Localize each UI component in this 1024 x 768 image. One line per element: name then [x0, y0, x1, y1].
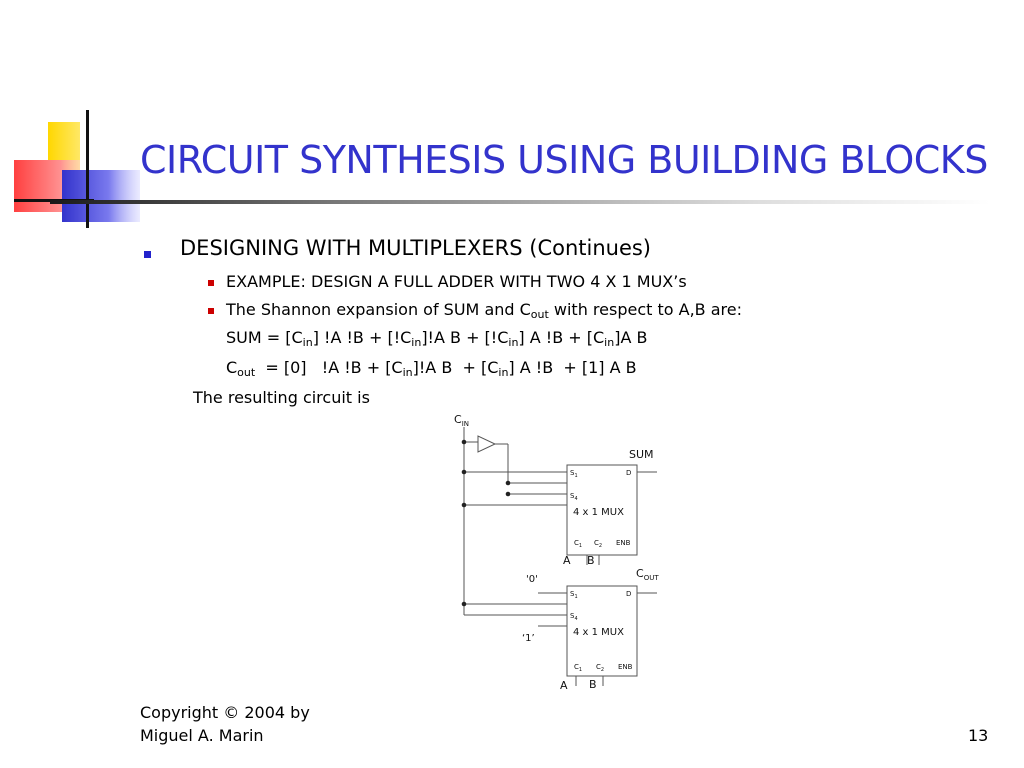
- mux-bottom-b-label: B: [589, 678, 597, 691]
- bullet-designing-with-multiplexers: DESIGNING WITH MULTIPLEXERS (Continues): [180, 236, 652, 260]
- bullet-shannon-expansion: The Shannon expansion of SUM and $C_{out}$ with respect to A,B are:: [226, 300, 742, 321]
- mux-top-pin-s1: $S_1$: [570, 469, 578, 479]
- mux-top-a-label: A: [563, 554, 571, 567]
- junction-dot: [506, 481, 511, 486]
- mux-bottom-pin-s4: $S_4$: [570, 612, 578, 622]
- copyright-line-1: Copyright © 2004 by: [140, 703, 310, 722]
- decorative-logo-graphic: [0, 0, 140, 230]
- copyright-line-2: Miguel A. Marin: [140, 726, 264, 745]
- mux-bottom-pin-s1: $S_1$: [570, 590, 578, 600]
- junction-dot: [462, 470, 467, 475]
- cout-output-label: $C_{OUT}$: [636, 567, 659, 582]
- mux-bottom-pin-d: D: [626, 590, 632, 598]
- footer-copyright: [140, 701, 310, 747]
- junction-dot: [462, 602, 467, 607]
- zero-input-label: '0': [526, 574, 538, 585]
- deco-vertical-line: [86, 110, 89, 228]
- junction-dot: [462, 440, 467, 445]
- resulting-circuit-text: The resulting circuit is: [193, 388, 370, 407]
- bullet-marker: [144, 251, 151, 258]
- cout-equation: $C_{out} = [0]$ !A $!B + [C_{in}]!A$ $B + [C_{in}]$ A !B + [1] A B: [226, 358, 637, 379]
- bullet-example: EXAMPLE: DESIGN A FULL ADDER WITH TWO 4 X 1 MUX’s: [226, 272, 687, 291]
- slide-title: CIRCUIT SYNTHESIS USING BUILDING BLOCKS: [140, 138, 988, 182]
- mux-bottom-pin-enb: ENB: [618, 663, 633, 671]
- sum-output-label: SUM: [629, 448, 654, 461]
- page-number: 13: [968, 726, 989, 745]
- mux-top-pin-enb: ENB: [616, 539, 631, 547]
- sum-equation: SUM = $[C_{in}]$ !A $!B + [!C_{in}]!A$ $B + [!C_{in}]$ A $!B + [C_{in}]A$ B: [226, 328, 648, 349]
- title-underline: [50, 200, 990, 204]
- mux-bottom-pin-c2: $C_2$: [596, 663, 605, 673]
- mux-top-pin-s4: $S_4$: [570, 492, 578, 502]
- mux-top-label: 4 x 1 MUX: [573, 507, 624, 518]
- mux-bottom-a-label: A: [560, 679, 568, 692]
- junction-dot: [506, 492, 511, 497]
- bullet-marker: [208, 280, 214, 286]
- deco-blue-square: [62, 170, 140, 222]
- inverter-triangle: [478, 436, 495, 452]
- mux-circuit-diagram: [440, 405, 680, 695]
- mux-top-pin-c2: $C_2$: [594, 539, 603, 549]
- bullet-marker: [208, 308, 214, 314]
- junction-dot: [462, 503, 467, 508]
- mux-bottom-pin-c1: $C_1$: [574, 663, 583, 673]
- mux-top-pin-d: D: [626, 469, 632, 477]
- mux-top-pin-c1: $C_1$: [574, 539, 583, 549]
- mux-top-b-label: B: [587, 554, 595, 567]
- one-input-label: ‘1’: [522, 633, 535, 644]
- mux-bottom-label: 4 x 1 MUX: [573, 627, 624, 638]
- cin-label: $C_{IN}$: [454, 413, 469, 428]
